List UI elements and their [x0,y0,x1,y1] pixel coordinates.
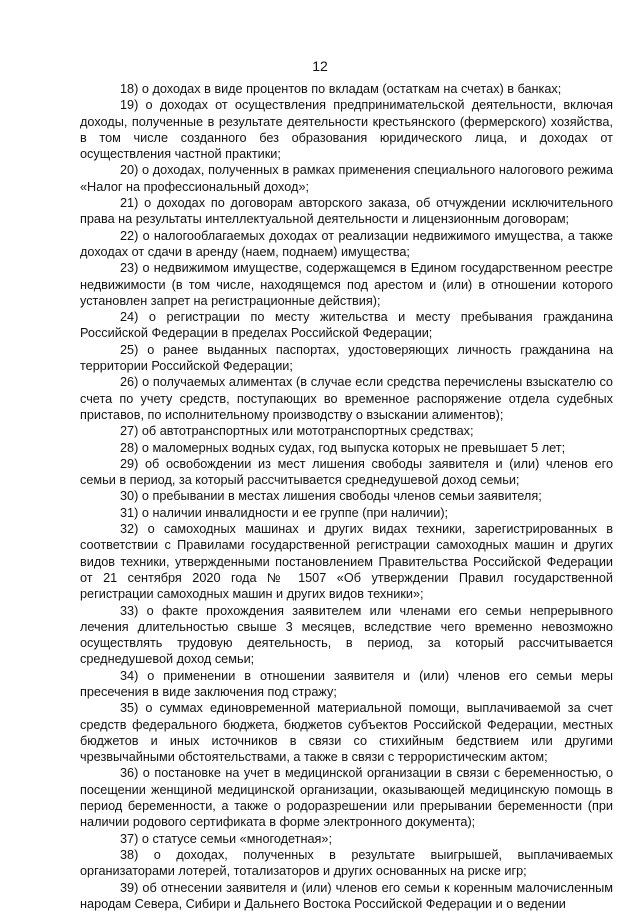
list-item: 18) о доходах в виде процентов по вкладам (остаткам на счетах) в банках; [120,82,562,96]
list-item: 38) о доходах, полученных в результате выигрышей, выплачиваемых организаторами лотерей, тотализаторов и других основанных на риске игр; [80,847,613,879]
list-item: 37) о статусе семьи «многодетная»; [120,831,332,846]
list-item: 30) о пребывании в местах лишения свободы членов семьи заявителя; [120,489,542,504]
document-body [80,81,613,912]
list-item: 29) об освобождении из мест лишения свободы заявителя и (или) членов его семьи в период, за который рассчитывается среднедушевой доход семьи; [80,456,613,488]
list-item: 35) о суммах единовременной материальной помощи, выплачиваемой за счет средств федерального бюджета, бюджетов субъектов Российской Федерации, местных бюджетов и иных источников в связи со стихийным бедствием или другими чрезвычайными обстоятельствами, а также в связи с террористическим актом; [80,701,613,765]
list-item: 32) о самоходных машинах и других видах техники, зарегистрированных в соответствии с Правилами государственной регистрации самоходных машин и других видов техники, утвержденными постановлением Правительства Российской Федерации от 21 сентября 2020 года № 1507 «Об утверждении Правил государственной регистрации самоходных машин и других видов техники»; [80,522,613,602]
list-item: 22) о налогооблагаемых доходах от реализации недвижимого имущества, а также доходах от сдачи в аренду (наем, поднаем) имущества; [80,228,613,259]
list-item: 27) об автотранспортных или мототранспортных средствах; [120,424,474,439]
page-number: 12 [312,58,328,74]
list-item: 34) о применении в отношении заявителя и (или) членов его семьи меры пресечения в виде заключения под стражу; [80,668,613,699]
list-item: 19) о доходах от осуществления предпринимательской деятельности, включая доходы, полученные в результате деятельности крестьянского (фермерского) хозяйства, в том числе созданного без образования юридического лица, и доходах от осуществления частной практики; [80,98,613,162]
list-item: 28) о маломерных водных судах, год выпуска которых не превышает 5 лет; [120,440,566,455]
list-item: 25) о ранее выданных паспортах, удостоверяющих личность гражданина на территории Российской Федерации; [80,342,613,374]
list-item: 24) о регистрации по месту жительства и месту пребывания гражданина Российской Федерации в пределах Российской Федерации; [80,310,613,341]
list-item: 31) о наличии инвалидности и ее группе (при наличии); [120,505,449,520]
list-item: 39) об отнесении заявителя и (или) членов его семьи к коренным малочисленным народам Севера, Сибири и Дальнего Востока Российской Федерации и о ведении [80,880,613,911]
list-item: 23) о недвижимом имуществе, содержащемся в Едином государственном реестре недвижимости (в том числе, находящемся под арестом и (или) в отношении которого установлен запрет на регистрационные действия); [80,261,613,308]
list-item: 26) о получаемых алиментах (в случае если средства перечислены взыскателю со счета по учету средств, поступающих во временное распоряжение отдела судебных приставов, по исполнительному производству о взыскании алиментов); [80,375,613,422]
list-item: 36) о постановке на учет в медицинской организации в связи с беременностью, о посещении женщиной медицинской организации, оказывающей медицинскую помощь в период беременности, а также о родоразрешении или прерывании беременности (при наличии родового сертификата в форме электронного документа); [80,766,613,830]
list-item: 20) о доходах, полученных в рамках применения специального налогового режима «Налог на профессиональный доход»; [80,163,613,194]
list-item: 33) о факте прохождения заявителем или членами его семьи непрерывного лечения длительностью свыше 3 месяцев, вследствие чего временно невозможно осуществлять трудовую деятельность, в период, за который рассчитывается среднедушевой доход семьи; [80,603,613,667]
list-item: 21) о доходах по договорам авторского заказа, об отчуждении исключительного права на результаты интеллектуальной деятельности и лицензионным договорам; [80,196,613,227]
